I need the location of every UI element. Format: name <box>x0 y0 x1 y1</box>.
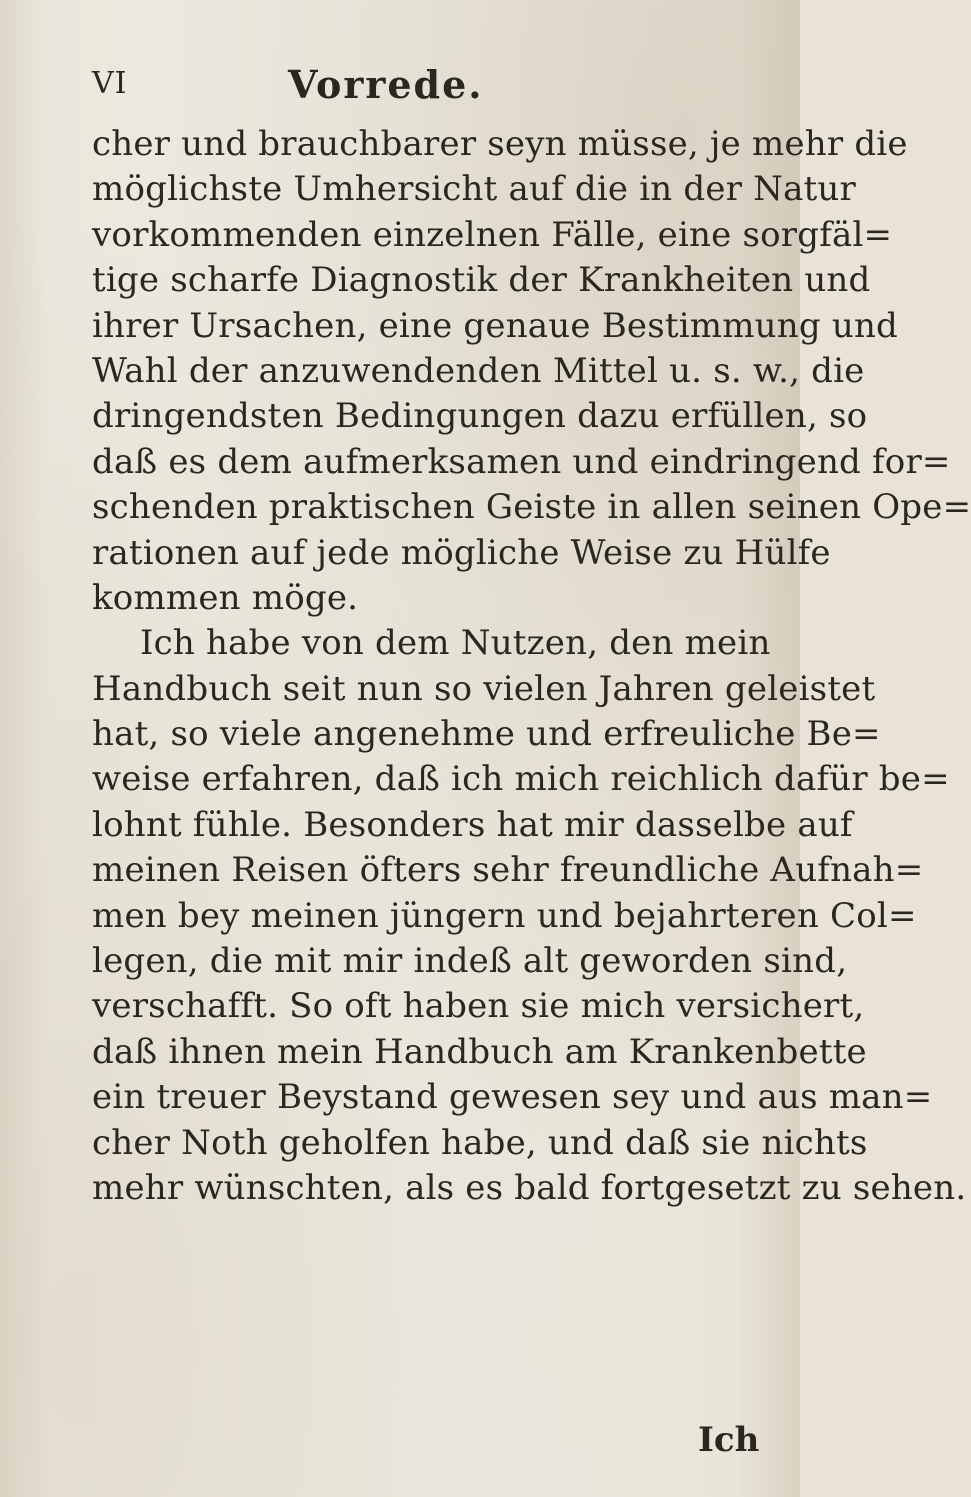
text-line: legen, die mit mir indeß alt geworden sind, <box>92 941 848 982</box>
text-line: hat, so viele angenehme und erfreuliche Be= <box>92 714 881 755</box>
text-line: men bey meinen jüngern und bejahrteren Col= <box>92 895 917 936</box>
text-line: daß ihnen mein Handbuch am Krankenbette <box>92 1031 867 1072</box>
text-line: lohnt fühle. Besonders hat mir dasselbe auf <box>92 804 853 845</box>
text-line: ein treuer Beystand gewesen sey und aus man= <box>92 1077 933 1118</box>
text-line: verschafft. So oft haben sie mich versichert, <box>92 986 865 1027</box>
text-line: meinen Reisen öfters sehr freundliche Aufnah= <box>92 850 924 891</box>
text-line: Handbuch seit nun so vielen Jahren geleistet <box>92 668 876 709</box>
page-number: VI <box>92 66 128 101</box>
text-line: dringendsten Bedingungen dazu erfüllen, so <box>92 396 868 437</box>
text-line: rationen auf jede mögliche Weise zu Hülfe <box>92 532 831 573</box>
text-line: cher und brauchbarer seyn müsse, je mehr die <box>92 124 908 164</box>
text-line: ihrer Ursachen, eine genaue Bestimmung und <box>92 305 899 346</box>
text-line: vorkommenden einzelnen Fälle, eine sorgfäl= <box>92 214 893 255</box>
text-line: schenden praktischen Geiste in allen seinen Ope= <box>92 487 971 528</box>
text-line: weise erfahren, daß ich mich reichlich dafür be= <box>92 759 950 800</box>
text-line: kommen möge. <box>92 577 359 618</box>
running-head: Vorrede. <box>288 62 484 107</box>
text-line: daß es dem aufmerksamen und eindringend for= <box>92 441 951 482</box>
body-text <box>92 122 971 1211</box>
paragraph-start-line: Ich habe von dem Nutzen, den mein <box>140 623 771 664</box>
text-line: möglichste Umhersicht auf die in der Natur <box>92 169 856 210</box>
text-line: tige scharfe Diagnostik der Krankheiten und <box>92 260 871 301</box>
catchword: Ich <box>698 1420 760 1460</box>
text-line: cher Noth geholfen habe, und daß sie nichts <box>92 1122 868 1163</box>
page-header <box>92 62 740 107</box>
text-line: Wahl der anzuwendenden Mittel u. s. w., die <box>92 350 865 391</box>
text-line: mehr wünschten, als es bald fortgesetzt zu sehen. <box>92 1167 967 1208</box>
